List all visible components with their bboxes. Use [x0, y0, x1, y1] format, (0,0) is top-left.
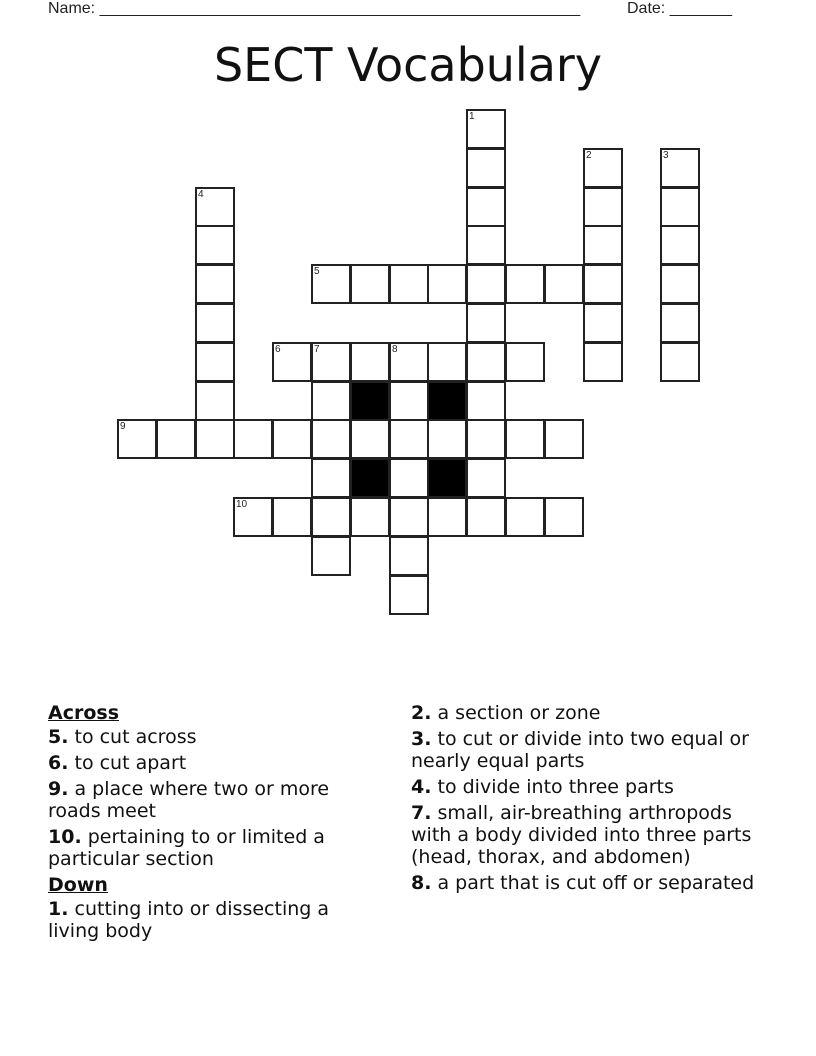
cell-number: 7	[314, 344, 320, 355]
crossword-cell[interactable]	[466, 225, 506, 265]
crossword-cell[interactable]	[505, 497, 545, 537]
crossword-block-cell	[350, 381, 390, 421]
crossword-cell[interactable]	[195, 303, 235, 343]
clue-text: to cut apart	[74, 752, 187, 774]
crossword-cell[interactable]	[583, 342, 623, 382]
clue-down-1	[48, 898, 378, 942]
crossword-cell[interactable]	[466, 342, 506, 382]
cell-number: 9	[120, 421, 126, 432]
clue-text: small, air-breathing arthropods with a body divided into three parts (head, thorax, and abdomen)	[411, 802, 752, 868]
crossword-cell[interactable]	[660, 342, 700, 382]
crossword-cell[interactable]	[466, 264, 506, 304]
crossword-block-cell	[427, 458, 467, 498]
crossword-cell[interactable]	[389, 458, 429, 498]
crossword-cell[interactable]	[350, 342, 390, 382]
crossword-cell[interactable]	[427, 497, 467, 537]
cell-number: 8	[392, 344, 398, 355]
cell-number: 4	[198, 189, 204, 200]
clue-number: 3.	[411, 728, 432, 750]
clue-down-4	[411, 776, 761, 798]
crossword-cell[interactable]	[389, 536, 429, 576]
crossword-cell[interactable]	[427, 342, 467, 382]
crossword-cell[interactable]	[505, 264, 545, 304]
clue-text: pertaining to or limited a particular section	[48, 826, 325, 870]
down-heading: Down	[48, 874, 108, 896]
crossword-cell[interactable]	[233, 497, 273, 537]
crossword-cell[interactable]	[660, 148, 700, 188]
crossword-cell[interactable]	[311, 264, 351, 304]
crossword-cell[interactable]	[195, 381, 235, 421]
clues-column-left	[48, 702, 378, 946]
clue-text: cutting into or dissecting a living body	[48, 898, 330, 942]
crossword-cell[interactable]	[466, 187, 506, 227]
crossword-cell[interactable]	[427, 264, 467, 304]
crossword-cell[interactable]	[583, 225, 623, 265]
crossword-cell[interactable]	[311, 381, 351, 421]
crossword-cell[interactable]	[195, 419, 235, 459]
crossword-cell[interactable]	[195, 342, 235, 382]
crossword-cell[interactable]	[311, 458, 351, 498]
crossword-cell[interactable]	[350, 497, 390, 537]
clue-number: 10.	[48, 826, 82, 848]
clue-number: 8.	[411, 872, 432, 894]
crossword-cell[interactable]	[466, 381, 506, 421]
crossword-cell[interactable]	[272, 419, 312, 459]
crossword-cell[interactable]	[466, 303, 506, 343]
crossword-cell[interactable]	[389, 575, 429, 615]
across-heading: Across	[48, 702, 120, 724]
crossword-cell[interactable]	[195, 264, 235, 304]
crossword-cell[interactable]	[311, 497, 351, 537]
page-title: SECT Vocabulary	[213, 38, 603, 92]
clue-across-10	[48, 826, 378, 870]
crossword-cell[interactable]	[389, 497, 429, 537]
cell-number: 3	[663, 150, 669, 161]
crossword-cell[interactable]	[117, 419, 157, 459]
cell-number: 10	[236, 499, 248, 510]
cell-number: 5	[314, 266, 320, 277]
clue-down-3	[411, 728, 761, 772]
crossword-cell[interactable]	[583, 303, 623, 343]
clue-across-6	[48, 752, 378, 774]
crossword-cell[interactable]	[466, 458, 506, 498]
crossword-cell[interactable]	[583, 264, 623, 304]
name-field-label: Name: ______________________________________________________	[48, 0, 581, 17]
crossword-cell[interactable]	[350, 419, 390, 459]
clue-down-2	[411, 702, 761, 724]
clue-across-5	[48, 726, 378, 748]
crossword-cell[interactable]	[389, 264, 429, 304]
cell-number: 2	[586, 150, 592, 161]
crossword-cell[interactable]	[466, 497, 506, 537]
clue-number: 5.	[48, 726, 69, 748]
crossword-cell[interactable]	[466, 109, 506, 149]
crossword-cell[interactable]	[272, 497, 312, 537]
crossword-cell[interactable]	[311, 419, 351, 459]
crossword-cell[interactable]	[583, 148, 623, 188]
crossword-cell[interactable]	[544, 419, 584, 459]
crossword-cell[interactable]	[311, 342, 351, 382]
clue-number: 9.	[48, 778, 69, 800]
clue-text: a part that is cut off or separated	[437, 872, 755, 894]
crossword-cell[interactable]	[660, 264, 700, 304]
clue-text: to divide into three parts	[437, 776, 674, 798]
clue-number: 1.	[48, 898, 69, 920]
clue-number: 4.	[411, 776, 432, 798]
clue-number: 6.	[48, 752, 69, 774]
crossword-cell[interactable]	[156, 419, 196, 459]
crossword-cell[interactable]	[544, 497, 584, 537]
crossword-cell[interactable]	[660, 303, 700, 343]
clue-text: a section or zone	[437, 702, 601, 724]
clue-text: a place where two or more roads meet	[48, 778, 330, 822]
crossword-cell[interactable]	[195, 225, 235, 265]
crossword-cell[interactable]	[272, 342, 312, 382]
clue-text: to cut or divide into two equal or nearly equal parts	[411, 728, 749, 772]
crossword-cell[interactable]	[660, 187, 700, 227]
crossword-cell[interactable]	[389, 342, 429, 382]
crossword-cell[interactable]	[311, 536, 351, 576]
clue-across-9	[48, 778, 378, 822]
crossword-cell[interactable]	[660, 225, 700, 265]
date-field-label: Date: _______	[627, 0, 732, 17]
crossword-cell[interactable]	[233, 419, 273, 459]
clue-down-7	[411, 802, 761, 868]
crossword-cell[interactable]	[466, 419, 506, 459]
crossword-cell[interactable]	[195, 187, 235, 227]
crossword-cell[interactable]	[505, 342, 545, 382]
crossword-block-cell	[427, 381, 467, 421]
clue-down-8	[411, 872, 761, 894]
clue-number: 7.	[411, 802, 432, 824]
crossword-cell[interactable]	[389, 419, 429, 459]
crossword-cell[interactable]	[505, 419, 545, 459]
crossword-cell[interactable]	[427, 419, 467, 459]
crossword-cell[interactable]	[389, 381, 429, 421]
cell-number: 1	[469, 111, 475, 122]
crossword-block-cell	[350, 458, 390, 498]
clue-text: to cut across	[74, 726, 197, 748]
crossword-cell[interactable]	[583, 187, 623, 227]
clues-column-right	[411, 702, 761, 898]
clue-number: 2.	[411, 702, 432, 724]
crossword-cell[interactable]	[350, 264, 390, 304]
crossword-cell[interactable]	[544, 264, 584, 304]
cell-number: 6	[275, 344, 281, 355]
crossword-cell[interactable]	[466, 148, 506, 188]
